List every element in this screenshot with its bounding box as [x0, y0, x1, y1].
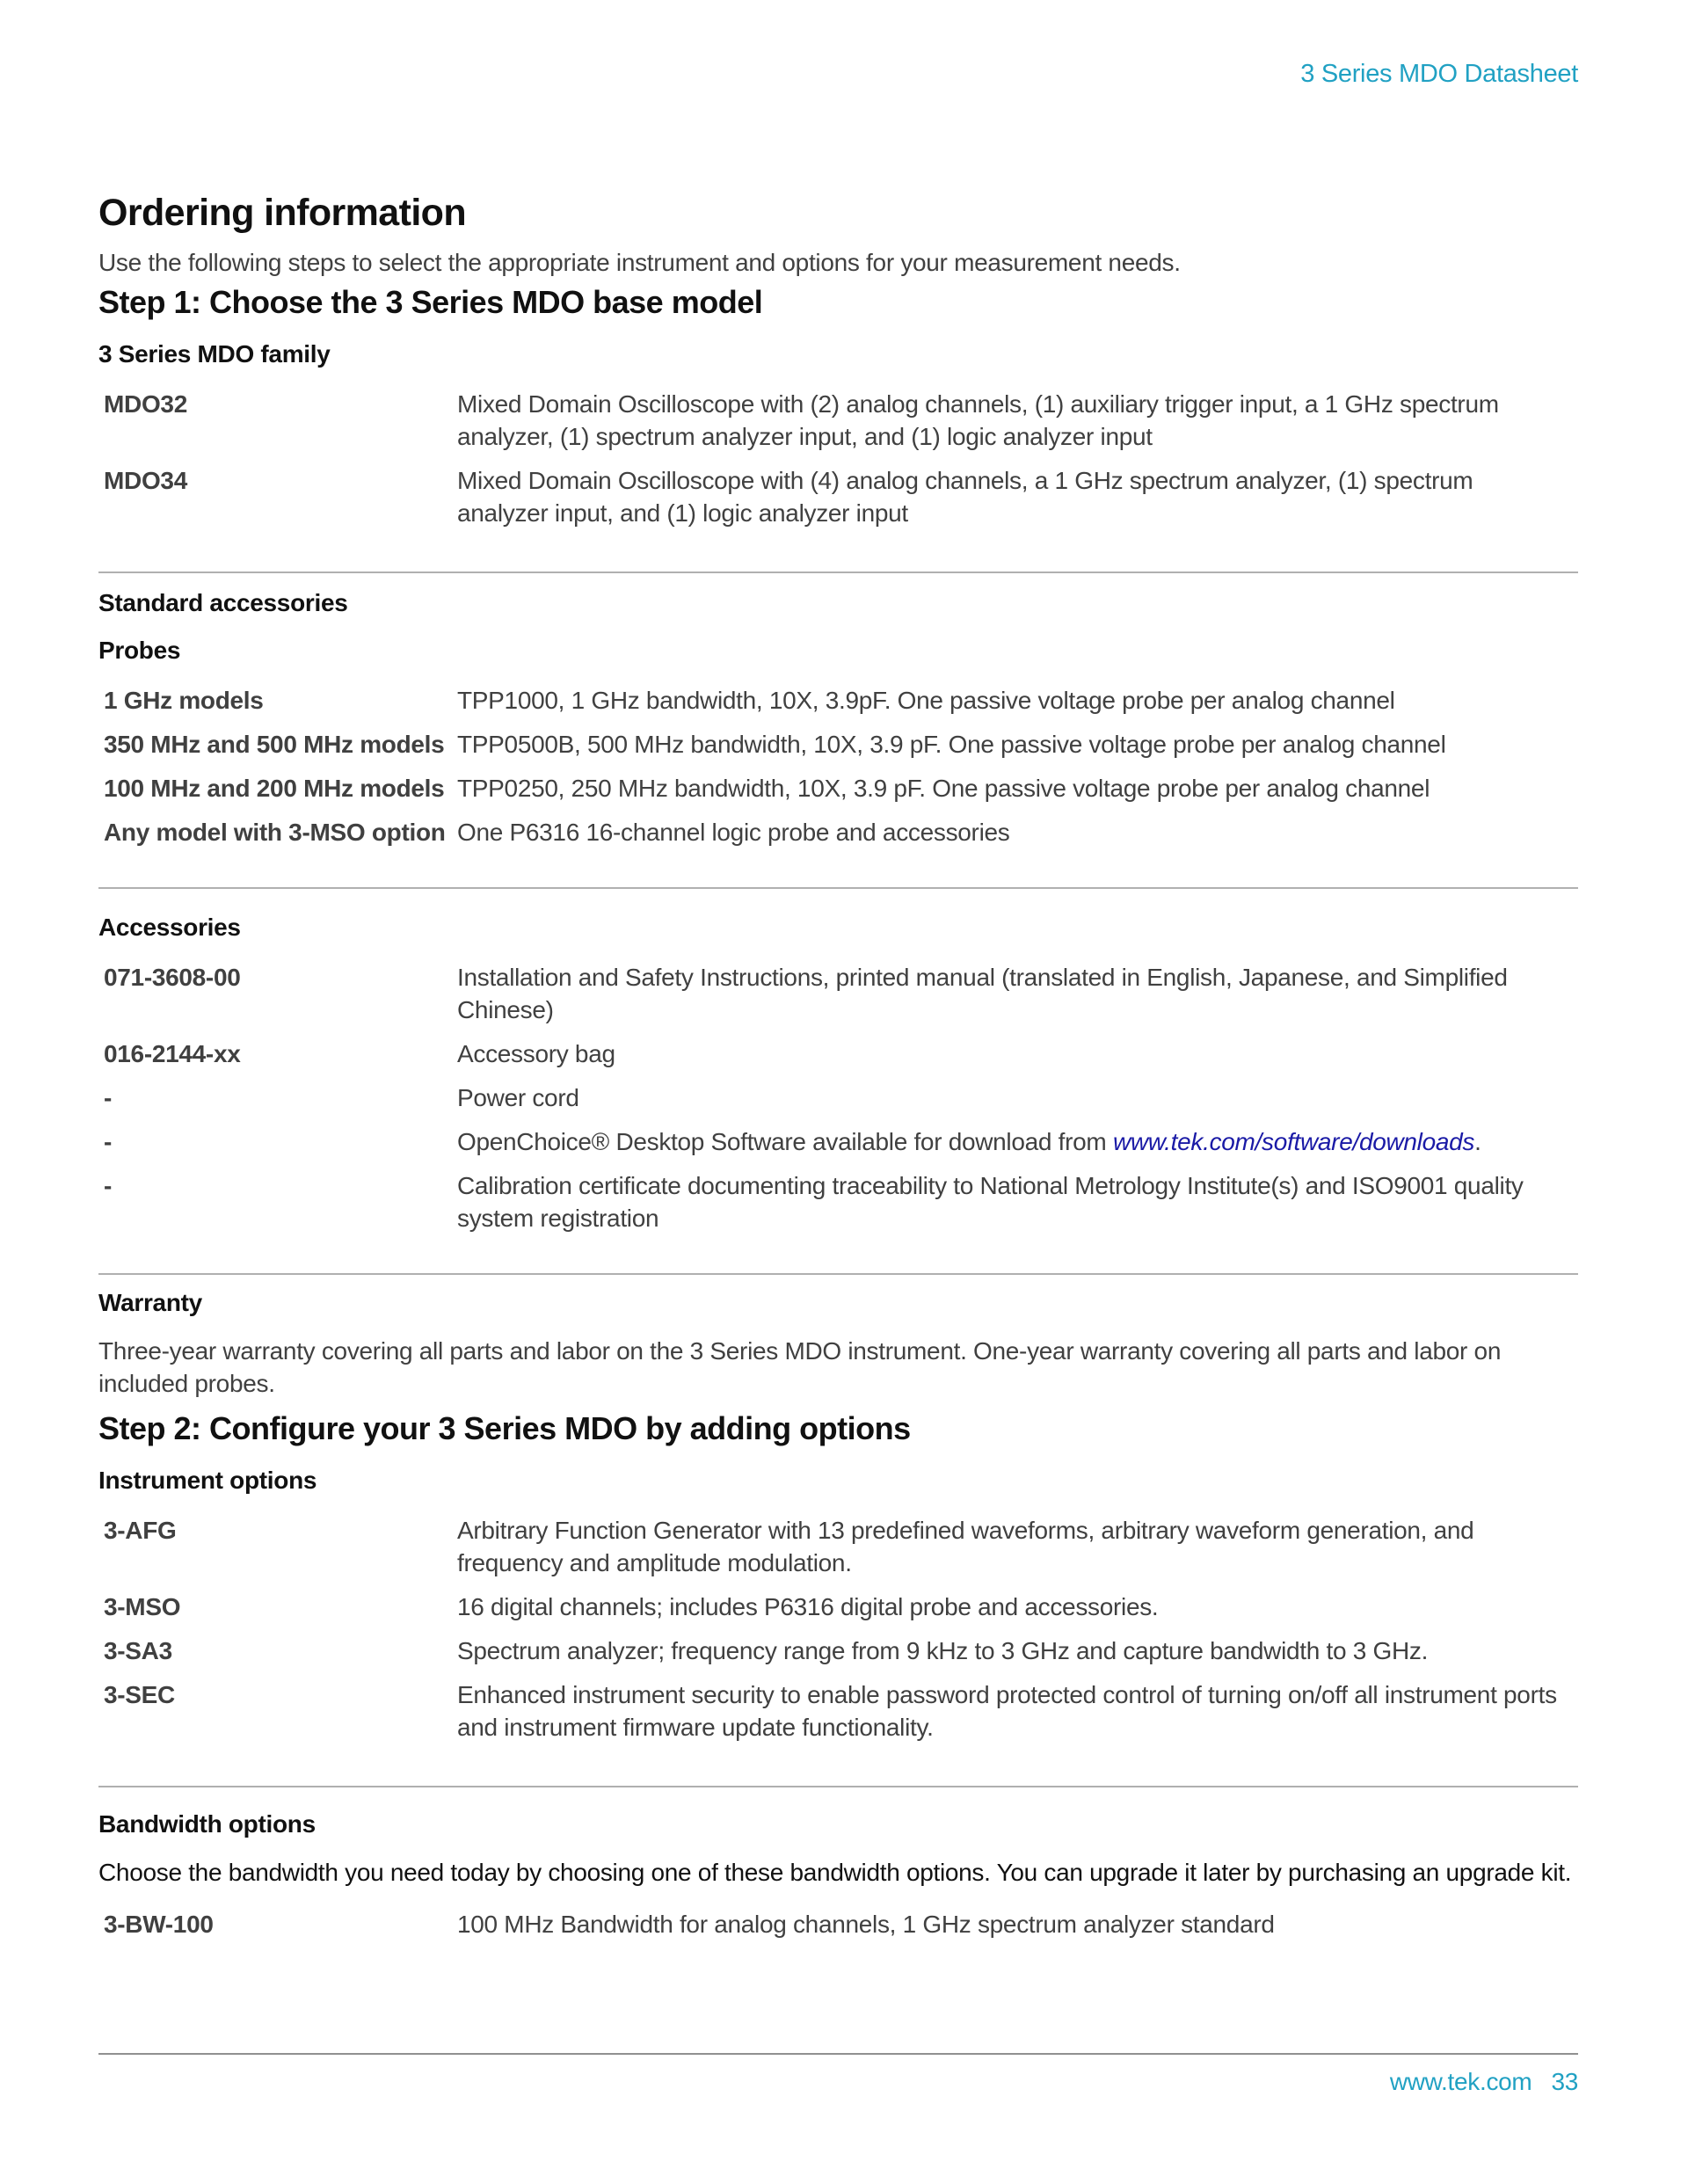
software-downloads-link[interactable]: www.tek.com/software/downloads [1112, 1128, 1475, 1155]
table-row [98, 1514, 1578, 1579]
option-value: 16 digital channels; includes P6316 digital probe and accessories. [457, 1593, 1159, 1620]
divider [98, 571, 1578, 573]
model-key: MDO34 [104, 467, 187, 494]
accessory-value: Installation and Safety Instructions, printed manual (translated in English, Japanese, and Simplified Chinese) [457, 964, 1508, 1023]
table-row [98, 1634, 1578, 1667]
accessory-value [457, 1125, 1578, 1158]
footer-site-link[interactable]: www.tek.com [1389, 2068, 1532, 2095]
standard-accessories-heading: Standard accessories [98, 589, 348, 616]
probe-key: 100 MHz and 200 MHz models [104, 775, 445, 802]
step1-heading: Step 1: Choose the 3 Series MDO base model [98, 284, 763, 320]
page-content [98, 192, 1578, 1940]
divider [98, 1786, 1578, 1787]
table-row [98, 961, 1578, 1026]
table-row [98, 728, 1578, 761]
option-key: 3-MSO [104, 1593, 181, 1620]
option-key: 3-AFG [104, 1517, 177, 1544]
table-row [98, 464, 1578, 529]
table-row [98, 1678, 1578, 1744]
footer [1390, 2068, 1578, 2096]
probe-value: TPP0500B, 500 MHz bandwidth, 10X, 3.9 pF. One passive voltage probe per analog channel [457, 731, 1446, 758]
table-row [98, 1081, 1578, 1114]
table-row [98, 388, 1578, 453]
table-row [98, 816, 1578, 848]
instrument-options-heading: Instrument options [98, 1467, 317, 1494]
probe-key: Any model with 3-MSO option [104, 819, 446, 846]
accessories-heading: Accessories [98, 914, 241, 941]
instrument-options-table [98, 1514, 1578, 1744]
model-value: Mixed Domain Oscilloscope with (2) analog channels, (1) auxiliary trigger input, a 1 GHz spectrum analyzer, (1) spectrum analyzer input, and (1) logic analyzer input [457, 390, 1499, 450]
intro-text: Use the following steps to select the appropriate instrument and options for your measurement needs. [98, 249, 1181, 276]
accessory-value: Power cord [457, 1084, 579, 1111]
option-value: Enhanced instrument security to enable password protected control of turning on/off all instrument ports and instrument firmware update functionality. [457, 1681, 1557, 1741]
option-key: 3-SEC [104, 1681, 175, 1708]
accessory-key: - [104, 1172, 113, 1199]
accessory-key: 016-2144-xx [104, 1040, 241, 1067]
family-heading: 3 Series MDO family [98, 340, 331, 368]
accessory-key: - [104, 1128, 113, 1155]
accessory-value-prefix: OpenChoice® Desktop Software available for download from [457, 1128, 1113, 1155]
probe-key: 350 MHz and 500 MHz models [104, 731, 445, 758]
accessories-table [98, 961, 1578, 1234]
probe-value: TPP1000, 1 GHz bandwidth, 10X, 3.9pF. One passive voltage probe per analog channel [457, 687, 1395, 714]
accessory-value: Accessory bag [457, 1040, 615, 1067]
table-row [98, 684, 1578, 717]
step2-heading: Step 2: Configure your 3 Series MDO by adding options [98, 1410, 911, 1446]
probe-value: TPP0250, 250 MHz bandwidth, 10X, 3.9 pF. One passive voltage probe per analog channel [457, 775, 1430, 802]
document-header-title: 3 Series MDO Datasheet [1300, 60, 1578, 88]
model-value: Mixed Domain Oscilloscope with (4) analog channels, a 1 GHz spectrum analyzer, (1) spectrum analyzer input, and (1) logic analyzer input [457, 467, 1473, 527]
probes-heading: Probes [98, 637, 181, 664]
accessory-value: Calibration certificate documenting traceability to National Metrology Institute(s) and ISO9001 quality system registration [457, 1172, 1524, 1232]
bandwidth-key: 3-BW-100 [104, 1911, 214, 1938]
option-value: Spectrum analyzer; frequency range from 9 kHz to 3 GHz and capture bandwidth to 3 GHz. [457, 1637, 1429, 1664]
divider [98, 887, 1578, 889]
table-row [98, 772, 1578, 804]
divider [98, 1273, 1578, 1275]
page-number: 33 [1551, 2068, 1578, 2095]
warranty-heading: Warranty [98, 1289, 202, 1316]
footer-divider [98, 2053, 1578, 2055]
table-row [98, 1169, 1578, 1234]
option-key: 3-SA3 [104, 1637, 172, 1664]
probes-table [98, 684, 1578, 848]
accessory-value-suffix: . [1474, 1128, 1481, 1155]
bandwidth-options-table [98, 1908, 1578, 1940]
table-row [98, 1591, 1578, 1623]
probe-value: One P6316 16-channel logic probe and accessories [457, 819, 1010, 846]
bandwidth-intro-text: Choose the bandwidth you need today by choosing one of these bandwidth options. You can upgrade it later by purchasing an upgrade kit. [98, 1859, 1572, 1886]
bandwidth-value: 100 MHz Bandwidth for analog channels, 1 GHz spectrum analyzer standard [457, 1911, 1275, 1938]
warranty-text: Three-year warranty covering all parts and labor on the 3 Series MDO instrument. One-year warranty covering all parts and labor on included probes. [98, 1337, 1502, 1397]
table-row [98, 1908, 1578, 1940]
probe-key: 1 GHz models [104, 687, 264, 714]
accessory-key: - [104, 1084, 113, 1111]
models-table [98, 388, 1578, 529]
bandwidth-options-heading: Bandwidth options [98, 1810, 316, 1838]
table-row [98, 1037, 1578, 1070]
option-value: Arbitrary Function Generator with 13 predefined waveforms, arbitrary waveform generation, and frequency and amplitude modulation. [457, 1517, 1474, 1576]
model-key: MDO32 [104, 390, 187, 418]
table-row [98, 1125, 1578, 1158]
page-title: Ordering information [98, 192, 467, 234]
accessory-key: 071-3608-00 [104, 964, 241, 991]
